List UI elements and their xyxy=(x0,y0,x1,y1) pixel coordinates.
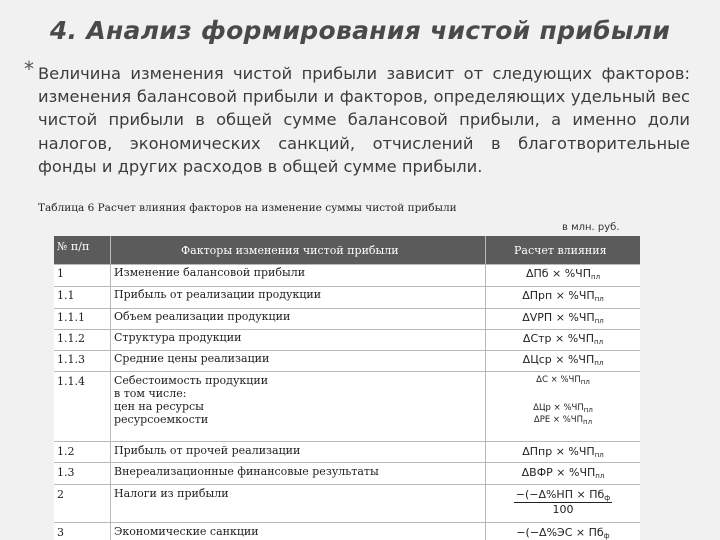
row-num: 1.1 xyxy=(57,289,75,302)
factor-table xyxy=(54,236,640,540)
row-factor: Прибыль от прочей реализации xyxy=(114,444,301,457)
row-divider xyxy=(54,484,640,485)
row-factor-line: в том числе: xyxy=(114,387,187,400)
row-formula: $\Delta Стр \times \%ЧП_{пл}$ xyxy=(522,332,604,346)
row-divider xyxy=(54,264,640,265)
row-divider xyxy=(54,329,640,330)
row-formula: $-(-\Delta\%ЭС \times Пб_ф$ xyxy=(516,526,610,540)
header-factor-cell xyxy=(111,236,485,264)
row-factor: Структура продукции xyxy=(114,331,242,344)
header-result: Расчет влияния xyxy=(514,244,607,257)
row-formula: $\Delta Цср \times \%ЧП_{пл}$ xyxy=(522,353,604,367)
row-factor: Прибыль от реализации продукции xyxy=(114,288,322,301)
row-formula: $\Delta Цр \times \%ЧП_{пл}$ xyxy=(533,403,593,414)
row-formula: $\Delta Ппр \times \%ЧП_{пл}$ xyxy=(522,445,604,459)
row-factor: Экономические санкции xyxy=(114,525,259,538)
row-divider xyxy=(54,286,640,287)
row-num: 1.1.2 xyxy=(57,332,85,345)
row-formula: $\frac{-(-\Delta\%НП \times Пб_ф}{100}$ xyxy=(515,488,611,516)
row-num: 3 xyxy=(57,526,64,539)
row-formula: $\Delta РЕ \times \%ЧП_{пл}$ xyxy=(533,415,593,426)
row-factor-line: Себестоимость продукции xyxy=(114,374,269,387)
units-label: в млн. руб. xyxy=(562,222,620,233)
row-formula: $\Delta Прп \times \%ЧП_{пл}$ xyxy=(522,289,604,303)
row-divider xyxy=(54,441,640,442)
row-num: 1.3 xyxy=(57,466,75,479)
row-factor: Налоги из прибыли xyxy=(114,487,229,500)
header-num: № п/п xyxy=(57,240,90,253)
row-formula: $\Delta С \times \%ЧП_{пл}$ xyxy=(536,375,590,386)
row-num: 1.1.4 xyxy=(57,375,85,388)
row-num: 1.1.3 xyxy=(57,353,85,366)
row-num: 2 xyxy=(57,488,64,501)
row-factor: Изменение балансовой прибыли xyxy=(114,266,306,279)
row-formula: $\Delta ВФР \times \%ЧП_{пл}$ xyxy=(521,466,605,480)
row-factor: Объем реализации продукции xyxy=(114,310,291,323)
row-factor-line: цен на ресурсы xyxy=(114,400,204,413)
row-num: 1.2 xyxy=(57,445,75,458)
row-divider xyxy=(54,371,640,372)
bullet-marker: * xyxy=(24,57,34,81)
row-divider xyxy=(54,308,640,309)
row-num: 1.1.1 xyxy=(57,311,85,324)
row-factor: Внереализационные финансовые результаты xyxy=(114,465,379,478)
slide-title: 4. Анализ формирования чистой прибыли xyxy=(49,16,671,45)
row-divider xyxy=(54,350,640,351)
row-formula: $\Delta Пб \times \%ЧП_{пл}$ xyxy=(525,267,601,281)
col-divider xyxy=(110,236,111,540)
row-factor: Средние цены реализации xyxy=(114,352,270,365)
intro-paragraph: Величина изменения чистой прибыли зависит от следующих факторов: изменения балансовой прибыли и факторов, определяющих удельный вес чистой прибыли в общей сумме балансовой прибыли, а именно доли налогов, экономических санкций, отчислений в благотворительные фонды и других расходов в общей сумме прибыли. xyxy=(38,64,690,176)
table-caption: Таблица 6 Расчет влияния факторов на изменение суммы чистой прибыли xyxy=(38,202,457,214)
header-factor: Факторы изменения чистой прибыли xyxy=(181,244,399,257)
row-num: 1 xyxy=(57,267,64,280)
row-factor-line: ресурсоемкости xyxy=(114,413,209,426)
row-divider xyxy=(54,462,640,463)
row-divider xyxy=(54,522,640,523)
header-num-cell xyxy=(54,236,110,264)
header-result-cell xyxy=(486,236,640,264)
row-formula: $\Delta VРП \times \%ЧП_{пл}$ xyxy=(522,311,604,325)
